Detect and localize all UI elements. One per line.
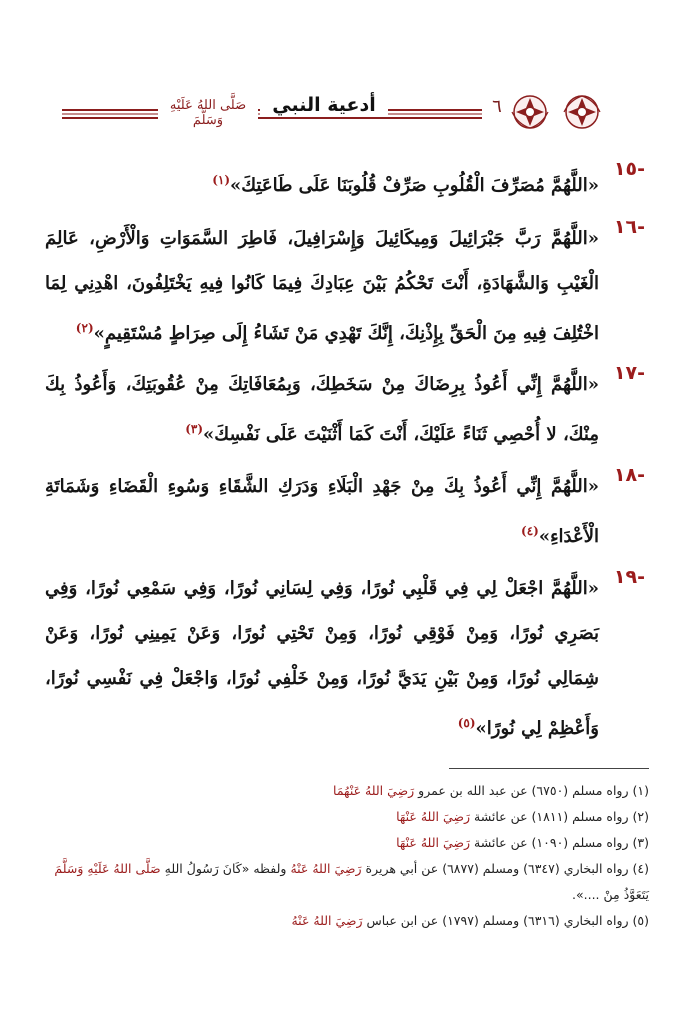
footnote-honorific: صَلَّى اللهُ عَلَيْهِ وَسَلَّمَ xyxy=(54,861,161,876)
entry-body: «اللَّهُمَّ رَبَّ جَبْرَائِيلَ وَمِيكَائِيلَ وَإِسْرَافِيلَ، فَاطِرَ السَّمَوَاتِ وَالْأَرْضِ، عَالِمَ الْغَيْبِ وَالشَّهَادَةِ، أَنْتَ تَحْكُمُ بَيْنَ عِبَادِكَ فِيمَا كَانُوا فِيهِ يَخْتَلِفُونَ، اهْدِنِي لِمَا اخْتُلِفَ فِيهِ مِنَ الْحَقِّ بِإِذْنِكَ، إِنَّكَ تَهْدِي مَنْ تَشَاءُ إِلَى صِرَاطٍ مُسْتَقِيمٍ» xyxy=(45,228,599,344)
footnote-ref[interactable]: (٤) xyxy=(521,524,539,538)
footnote-ref[interactable]: (٥) xyxy=(457,716,476,730)
entry-body: «اللَّهُمَّ إِنِّي أَعُوذُ بِرِضَاكَ مِنْ سَخَطِكَ، وَبِمُعَافَاتِكَ مِنْ عُقُوبَتِكَ، وَأَعُوذُ بِكَ مِنْكَ، لا أُحْصِي ثَنَاءً عَلَيْكَ، أَنْتَ كَمَا أَثْنَيْتَ عَلَى نَفْسِكَ» xyxy=(45,374,599,445)
entry-number: -١٥ xyxy=(613,158,645,180)
book-title: أدعية النبي xyxy=(260,94,388,116)
entry-number: -١٨ xyxy=(613,464,645,486)
page-header xyxy=(0,88,693,138)
entry-body: «اللَّهُمَّ مُصَرِّفَ الْقُلُوبِ صَرِّفْ قُلُوبَنَا عَلَى طَاعَتِكَ» xyxy=(230,175,599,196)
footnote-ref[interactable]: (٣) xyxy=(185,422,204,436)
entry-text xyxy=(45,464,599,559)
entry-body: «اللَّهُمَّ إِنِّي أَعُوذُ بِكَ مِنْ جَهْدِ الْبَلَاءِ وَدَرَكِ الشَّقَاءِ وَسُوءِ الْقَضَاءِ وَشَمَاتَةِ الْأَعْدَاءِ» xyxy=(45,476,599,547)
entry-text xyxy=(45,566,599,751)
supplication-19 xyxy=(45,566,645,751)
footnote-text: رواه البخاري (٦٣١٦) ومسلم (١٧٩٧) عن ابن عباس xyxy=(366,913,629,928)
footnote-quote: ولفظه «كَانَ رَسُولُ اللهِ xyxy=(164,861,287,876)
footnote-number: (٥) xyxy=(632,913,649,928)
entry-number: -١٩ xyxy=(613,566,645,588)
footnote-honorific: رَضِيَ اللهُ عَنْهُمَا xyxy=(333,783,415,798)
entry-text xyxy=(45,216,599,356)
footnote xyxy=(37,830,649,856)
footnote-number: (١) xyxy=(632,783,649,798)
entry-text xyxy=(45,158,599,208)
entry-number: -١٦ xyxy=(613,216,645,238)
footnote xyxy=(37,856,649,908)
entry-number: -١٧ xyxy=(613,362,645,384)
footnote-text: رواه مسلم (١٠٩٠) عن عائشة xyxy=(474,835,629,850)
entry-body: «اللَّهُمَّ اجْعَلْ لِي فِي قَلْبِي نُورًا، وَفِي لِسَانِي نُورًا، وَفِي سَمْعِي نُورًا، وَفِي بَصَرِي نُورًا، وَمِنْ فَوْقِي نُورًا، وَمِنْ تَحْتِي نُورًا، وَعَنْ يَمِينِي نُورًا، وَعَنْ شِمَالِي نُورًا، وَمِنْ بَيْنِ يَدَيَّ نُورًا، وَمِنْ خَلْفِي نُورًا، وَاجْعَلْ فِي نَفْسِي نُورًا، وَأَعْظِمْ لِي نُورًا» xyxy=(45,578,599,739)
ornament-icon xyxy=(560,90,604,134)
footnote-number: (٢) xyxy=(632,809,649,824)
footnote-honorific: رَضِيَ اللهُ عَنْهُ xyxy=(290,861,362,876)
supplication-17 xyxy=(45,362,645,457)
page-number: ٦ xyxy=(492,96,502,117)
title-honorific: صَلَّى اللهُ عَلَيْهِ وَسَلَّمَ xyxy=(158,98,258,128)
footnote-honorific: رَضِيَ اللهُ عَنْهَا xyxy=(396,835,471,850)
footnote-text: رواه مسلم (٦٧٥٠) عن عبد الله بن عمرو xyxy=(418,783,629,798)
footnote xyxy=(37,908,649,934)
footnote-text: رواه البخاري (٦٣٤٧) ومسلم (٦٨٧٧) عن أبي هريرة xyxy=(365,861,629,876)
footnote-honorific: رَضِيَ اللهُ عَنْهُ xyxy=(291,913,363,928)
footnote-ref[interactable]: (٢) xyxy=(75,321,94,335)
supplication-16 xyxy=(45,216,645,356)
ornament-icon xyxy=(508,90,552,134)
footnote-ref[interactable]: (١) xyxy=(212,173,231,187)
supplication-15 xyxy=(45,158,645,208)
footnote xyxy=(37,804,649,830)
entry-text xyxy=(45,362,599,457)
footnote-text: رواه مسلم (١٨١١) عن عائشة xyxy=(474,809,629,824)
footnote xyxy=(37,778,649,804)
footnote-honorific: رَضِيَ اللهُ عَنْهَا xyxy=(396,809,471,824)
footnotes xyxy=(37,778,649,934)
footnote-quote-end: يَتَعَوَّذُ مِنْ ....». xyxy=(572,887,649,902)
footnote-number: (٣) xyxy=(632,835,649,850)
supplication-18 xyxy=(45,464,645,559)
footnote-number: (٤) xyxy=(632,861,649,876)
footnote-divider xyxy=(449,768,649,769)
